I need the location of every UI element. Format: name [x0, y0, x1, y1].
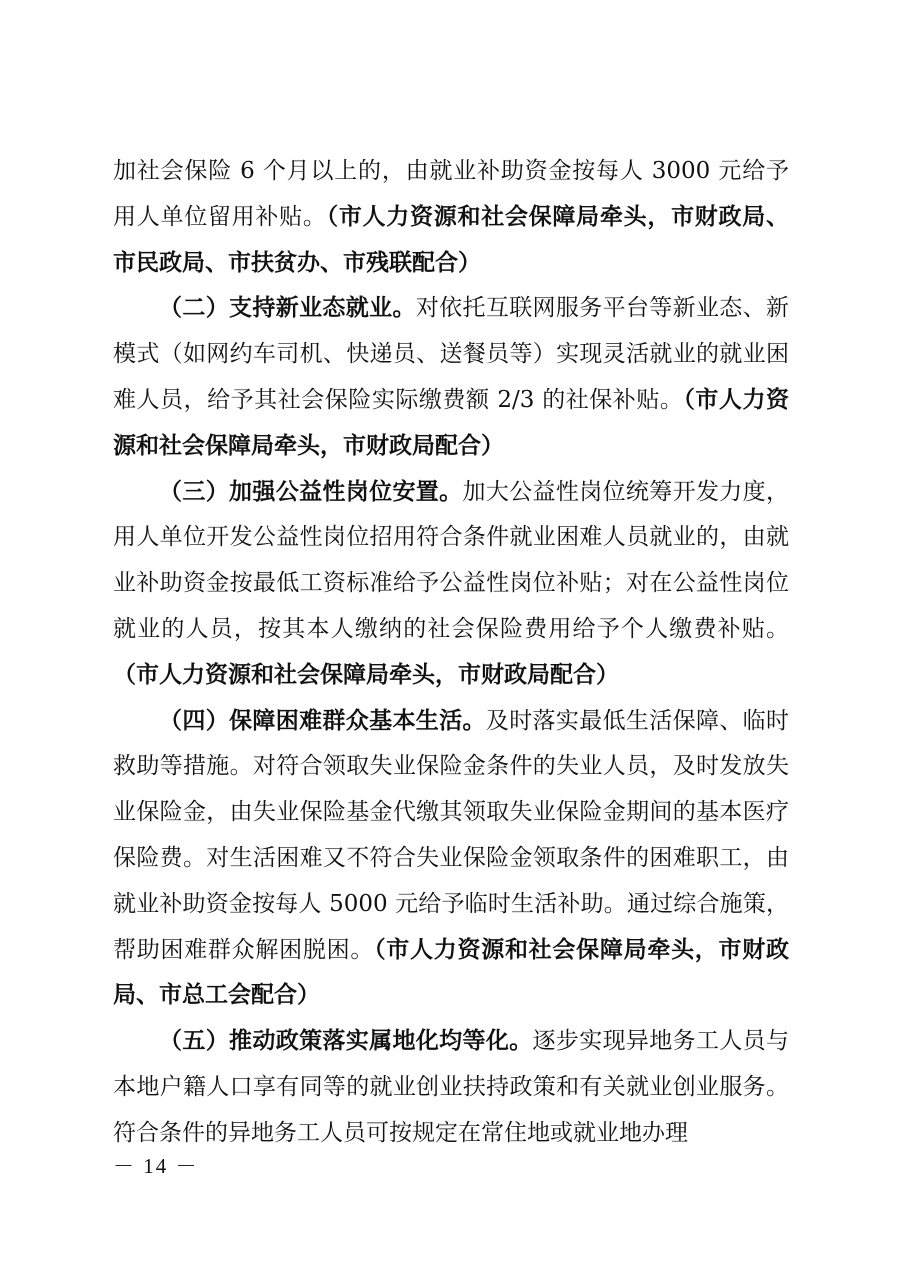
paragraph-section-5	[113, 1019, 789, 1156]
section-heading: （五）推动政策落实属地化均等化。	[159, 1028, 533, 1055]
paragraph-section-3	[113, 470, 789, 699]
page-number: － 14 －	[113, 1154, 199, 1178]
paragraph-text: 及时落实最低生活保障、临时救助等措施。对符合领取失业保险金条件的失业人员，及时发放失业保险金，由失业保险基金代缴其领取失业保险金期间的基本医疗保险费。对生活困难又不符合失业保险金领取条件的困难职工，由就业补助资金按每人 5000 元给予临时生活补助。通过综合施策，帮助困难群众解困脱困。	[113, 707, 790, 963]
document-body	[113, 149, 789, 1157]
agency-note: （市人力资源和社会保障局牵头，市财政局、市民政局、市扶贫办、市残联配合）	[113, 203, 790, 276]
section-heading: （二）支持新业态就业。	[159, 295, 416, 322]
paragraph-text: 加大公益性岗位统筹开发力度，用人单位开发公益性岗位招用符合条件就业困难人员就业的，由就业补助资金按最低工资标准给予公益性岗位补贴；对在公益性岗位就业的人员，按其本人缴纳的社会保险费用给予个人缴费补贴。	[113, 478, 790, 642]
paragraph-text: 对依托互联网服务平台等新业态、新模式（如网约车司机、快递员、送餐员等）实现灵活就业的就业困难人员，给予其社会保险实际缴费额 2/3 的社保补贴。	[113, 295, 790, 413]
paragraph-section-2	[113, 286, 789, 469]
section-heading: （四）保障困难群众基本生活。	[159, 707, 486, 734]
paragraph-continued	[113, 149, 789, 286]
section-heading: （三）加强公益性岗位安置。	[159, 478, 463, 505]
agency-note: （市人力资源和社会保障局牵头，市财政局配合）	[113, 386, 789, 459]
agency-note: （市人力资源和社会保障局牵头，市财政局、市总工会配合）	[113, 936, 790, 1009]
agency-note: （市人力资源和社会保障局牵头，市财政局配合）	[113, 661, 619, 688]
paragraph-section-4	[113, 699, 789, 1020]
paragraph-text: 加社会保险 6 个月以上的，由就业补助资金按每人 3000 元给予用人单位留用补贴。	[113, 158, 789, 230]
paragraph-text: 逐步实现异地务工人员与本地户籍人口享有同等的就业创业扶持政策和有关就业创业服务。符合条件的异地务工人员可按规定在常住地或就业地办理	[113, 1028, 790, 1146]
